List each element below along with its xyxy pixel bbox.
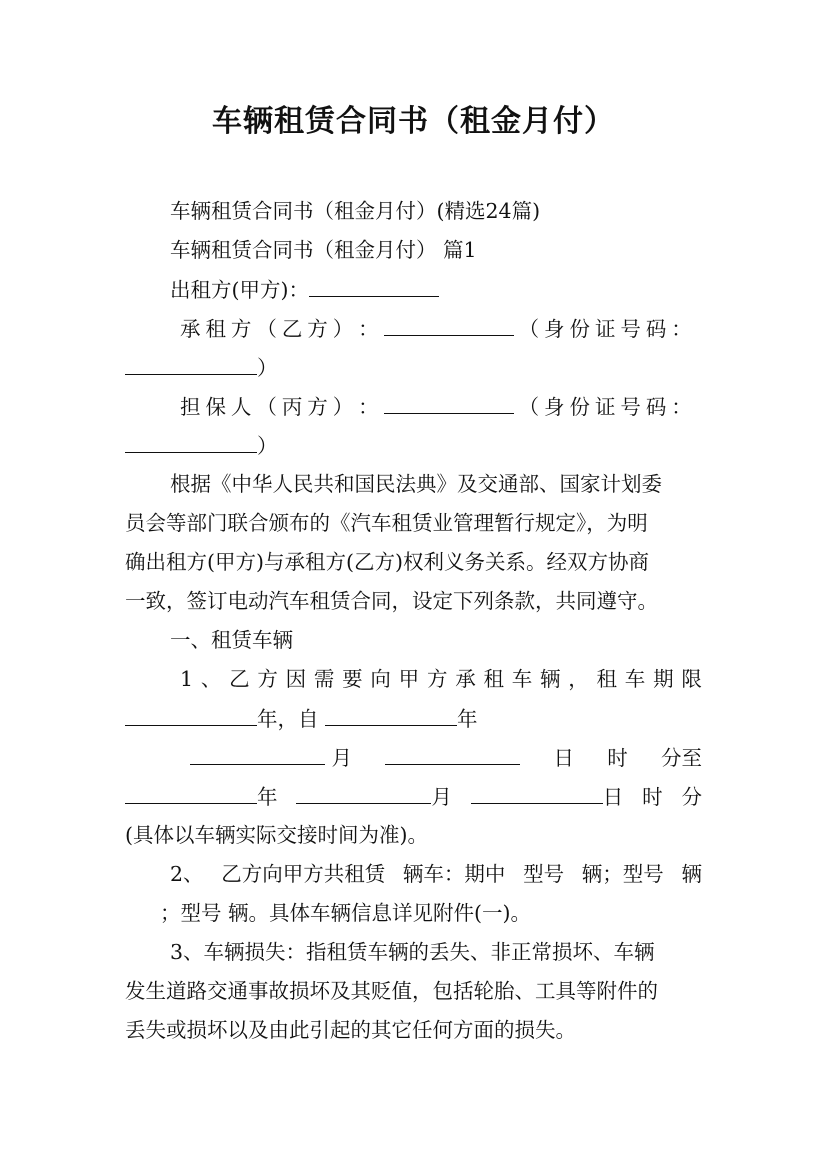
guarantor-char: （ <box>256 395 277 419</box>
guarantor-char: 人 <box>230 395 252 419</box>
clause1-start-line <box>190 742 702 773</box>
guarantor-char: 保 <box>205 395 226 419</box>
guarantor-line <box>180 391 692 422</box>
end-year-group <box>125 781 278 812</box>
clause-char: 车 <box>511 667 533 691</box>
paragraph-line: 员会等部门联合颁布的《汽车租赁业管理暂行规定》，为明 <box>125 511 648 535</box>
minute-to-label: 分至 <box>660 746 702 770</box>
clause-char: 承 <box>455 667 476 691</box>
clause-part: 型号 <box>523 862 565 886</box>
guarantor-char: ） <box>332 395 354 419</box>
month-label: 月 <box>331 746 353 770</box>
clause-char: 需 <box>313 667 335 691</box>
year-label: 年 <box>257 785 278 809</box>
clause-char: 1 <box>180 667 194 691</box>
paragraph-line: 丢失或损坏以及由此引起的其它任何方面的损失。 <box>125 1018 576 1042</box>
paragraph-line: 发生道路交通事故损坏及其贬值，包括轮胎、工具等附件的 <box>125 979 658 1003</box>
paragraph-line: 根据《中华人民共和国民法典》及交通部、国家计划委 <box>170 472 662 496</box>
end-year-blank <box>125 781 257 804</box>
paragraph-line: 确出租方(甲方)与承租方(乙方)权利义务关系。经双方协商 <box>125 550 649 574</box>
end-day-blank <box>471 781 603 804</box>
end-month-group <box>296 781 452 812</box>
clause2-line <box>170 859 702 889</box>
clause-char: 租 <box>483 667 504 691</box>
lessee-char: 承 <box>180 317 201 341</box>
lessee-close: ） <box>257 356 278 380</box>
day-label: 日 <box>602 785 624 809</box>
from-label: ，自 <box>277 707 319 731</box>
lessee-char: （ <box>256 317 277 341</box>
end-day-group <box>471 781 624 812</box>
guarantor-char: 丙 <box>281 395 303 419</box>
period-years-blank <box>125 703 257 726</box>
lessee-char: ： <box>671 317 692 341</box>
clause-char: 期 <box>653 667 674 691</box>
lessee-id-blank <box>125 352 257 375</box>
clause-part: 乙方向甲方共租赁 <box>221 862 386 886</box>
clause-char: 限 <box>681 667 702 691</box>
start-day-blank <box>385 742 520 765</box>
month-label: 月 <box>431 785 452 809</box>
clause-part: 辆 <box>681 862 702 886</box>
clause-part: 2、 <box>170 862 204 886</box>
lessee-line <box>180 313 692 344</box>
guarantor-char: 证 <box>594 395 616 419</box>
start-year-blank <box>325 703 457 726</box>
clause2-line-2: ；型号 辆。具体车辆信息详见附件(一)。 <box>160 901 532 925</box>
clause-char: 、 <box>200 667 222 691</box>
lessee-char: 身 <box>544 317 565 341</box>
day-label: 日 <box>553 746 574 770</box>
lessor-name-blank <box>309 274 439 297</box>
document-subtitle: 车辆租赁合同书（租金月付）(精选24篇) <box>170 199 541 223</box>
document-title: 车辆租赁合同书（租金月付） <box>212 104 615 139</box>
lessee-name-blank <box>384 313 514 336</box>
guarantor-char: （ <box>518 395 540 419</box>
end-month-blank <box>296 781 431 804</box>
lessee-char: 份 <box>569 317 590 341</box>
section-heading: 一、租赁车辆 <box>170 628 293 652</box>
guarantor-char: ： <box>358 395 379 419</box>
guarantor-char: 号 <box>620 395 641 419</box>
lessor-line <box>170 274 439 305</box>
minute-label: 分 <box>681 785 702 809</box>
lessee-char: 方 <box>307 317 328 341</box>
hour-label: 时 <box>607 746 628 770</box>
clause1-line <box>180 664 702 694</box>
clause-char: 车 <box>624 667 646 691</box>
clause1-note: (具体以车辆实际交接时间为准)。 <box>125 823 428 847</box>
year-label: 年 <box>257 707 278 731</box>
lessee-char: 乙 <box>281 317 303 341</box>
lessee-id-line <box>125 352 278 383</box>
lessee-char: 号 <box>620 317 641 341</box>
clause-char: 要 <box>342 667 363 691</box>
guarantor-char: 担 <box>180 395 201 419</box>
guarantor-char: 份 <box>569 395 590 419</box>
year-label: 年 <box>457 707 478 731</box>
lessor-label: 出租方(甲方)： <box>170 278 309 302</box>
lessee-char: 证 <box>594 317 616 341</box>
start-month-group <box>190 742 352 773</box>
clause-char: 甲 <box>398 667 420 691</box>
clause-char: 方 <box>257 667 278 691</box>
clause-char: 租 <box>596 667 618 691</box>
guarantor-id-blank <box>125 430 257 453</box>
clause-char: 因 <box>285 667 307 691</box>
start-month-blank <box>190 742 325 765</box>
paragraph-line: 3、车辆损失：指租赁车辆的丢失、非正常损坏、车辆 <box>170 940 655 964</box>
hour-label: 时 <box>642 785 663 809</box>
lessee-char: ： <box>358 317 379 341</box>
clause1-end-line <box>125 781 702 812</box>
clause-char: 向 <box>370 667 391 691</box>
paragraph-line: 一致，签订电动汽车租赁合同，设定下列条款，共同遵守。 <box>125 589 658 613</box>
guarantor-close: ） <box>257 434 278 458</box>
clause-char: 乙 <box>229 667 250 691</box>
guarantor-char: 身 <box>544 395 565 419</box>
guarantor-char: 码 <box>645 395 667 419</box>
clause-part: 辆；型号 <box>581 862 664 886</box>
lessee-char: （ <box>518 317 540 341</box>
clause1-period-line <box>125 703 478 734</box>
guarantor-name-blank <box>384 391 514 414</box>
guarantor-id-line <box>125 430 278 461</box>
chapter-heading: 车辆租赁合同书（租金月付） 篇1 <box>170 238 477 262</box>
lessee-char: 码 <box>645 317 667 341</box>
lessee-char: 方 <box>230 317 252 341</box>
lessee-char: ） <box>332 317 354 341</box>
guarantor-char: ： <box>671 395 692 419</box>
clause-char: ， <box>568 667 589 691</box>
lessee-char: 租 <box>205 317 226 341</box>
guarantor-char: 方 <box>307 395 328 419</box>
clause-char: 方 <box>426 667 448 691</box>
clause-char: 辆 <box>540 667 561 691</box>
clause-part: 辆车：期中 <box>402 862 506 886</box>
